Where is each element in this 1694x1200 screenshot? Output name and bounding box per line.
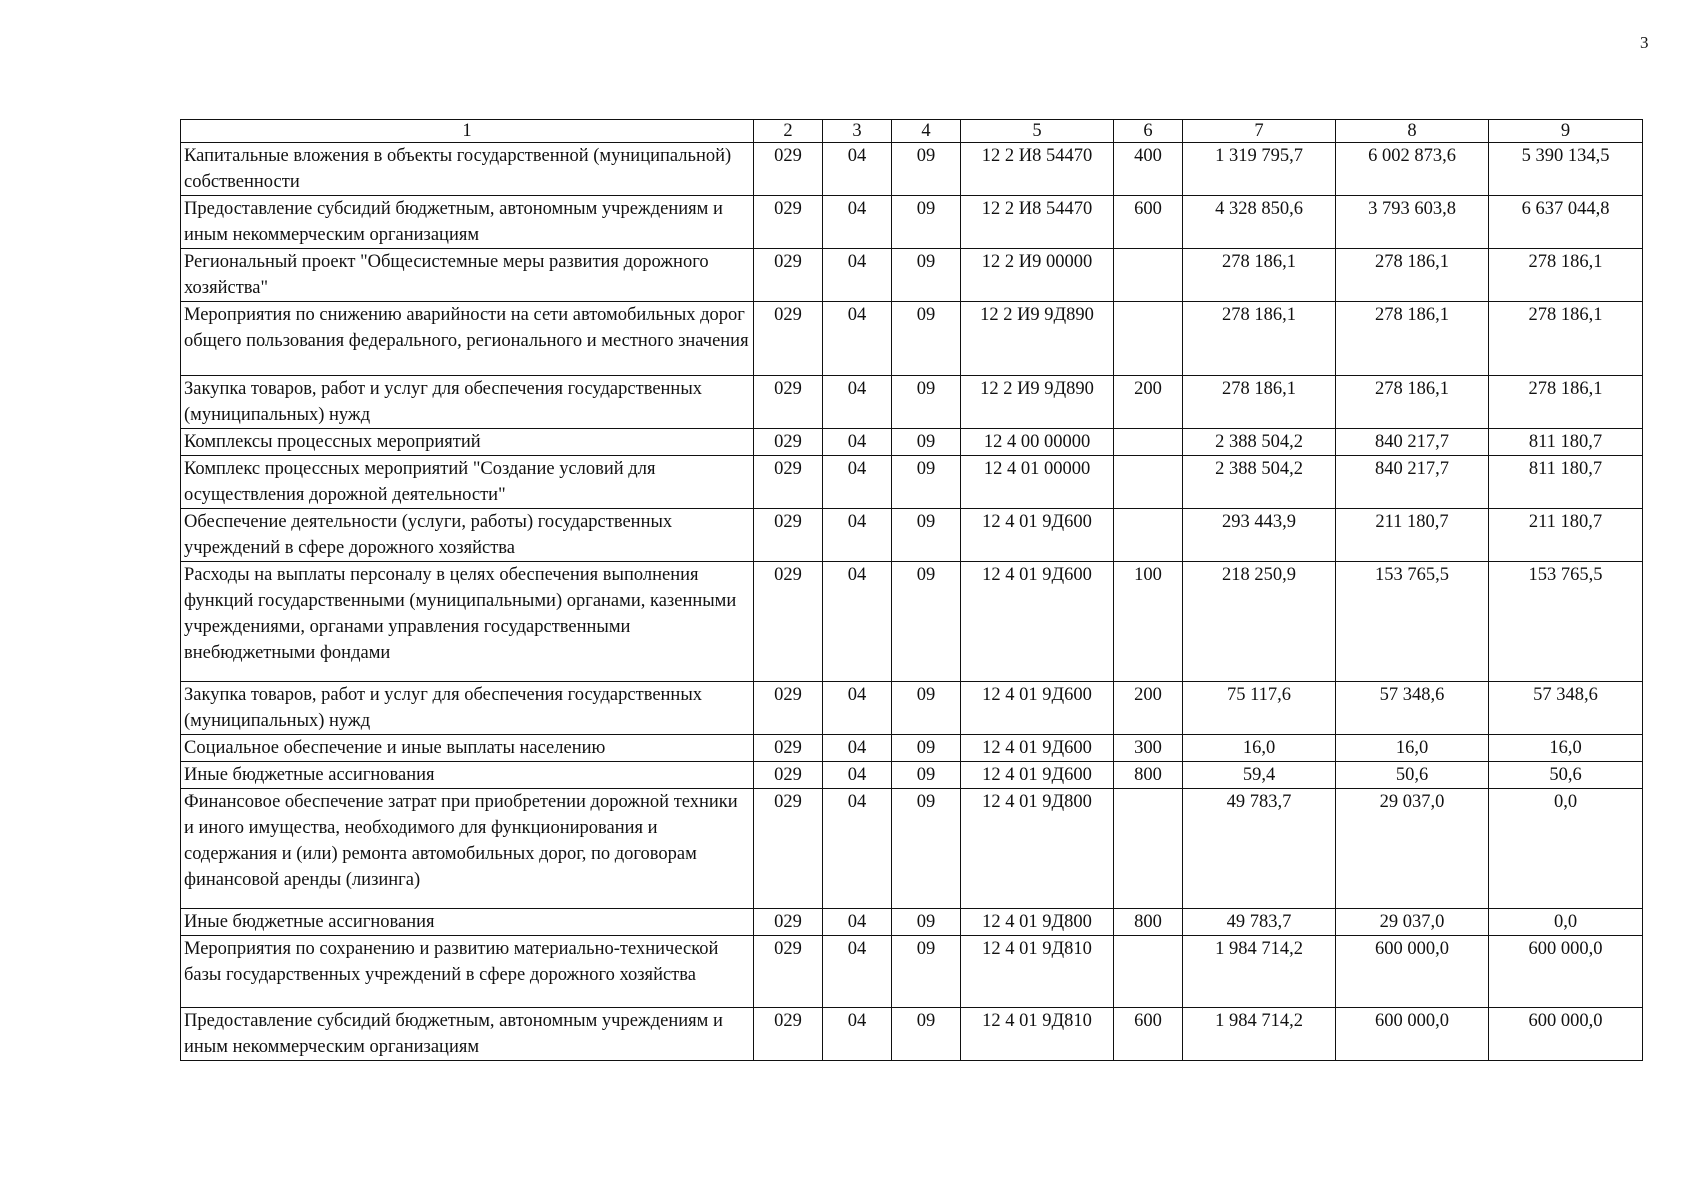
row-amount-year1-cell: 278 186,1 [1183, 249, 1336, 302]
row-amount-year1-cell: 49 783,7 [1183, 909, 1336, 936]
row-amount-year2-cell: 29 037,0 [1336, 789, 1489, 909]
row-name-cell: Мероприятия по снижению аварийности на сети автомобильных дорог общего пользования федерального, регионального и местного значения [181, 302, 754, 376]
row-subsection-cell: 09 [892, 509, 961, 562]
row-section-cell: 04 [823, 562, 892, 682]
row-amount-year2-cell: 840 217,7 [1336, 456, 1489, 509]
row-subsection-cell: 09 [892, 376, 961, 429]
row-expense-type-cell: 600 [1114, 196, 1183, 249]
row-target-article-cell: 12 4 01 9Д600 [961, 735, 1114, 762]
row-amount-year2-cell: 153 765,5 [1336, 562, 1489, 682]
table-row [181, 1008, 1643, 1061]
row-name-cell: Закупка товаров, работ и услуг для обеспечения государственных (муниципальных) нужд [181, 682, 754, 735]
row-name-cell: Иные бюджетные ассигнования [181, 909, 754, 936]
row-gov-code-cell: 029 [754, 936, 823, 1008]
row-expense-type-cell [1114, 429, 1183, 456]
row-section-cell: 04 [823, 249, 892, 302]
row-subsection-cell: 09 [892, 196, 961, 249]
row-gov-code-cell: 029 [754, 196, 823, 249]
row-section-cell: 04 [823, 376, 892, 429]
table-row [181, 909, 1643, 936]
row-name-cell: Закупка товаров, работ и услуг для обеспечения государственных (муниципальных) нужд [181, 376, 754, 429]
table-row [181, 735, 1643, 762]
row-target-article-cell: 12 4 01 9Д800 [961, 909, 1114, 936]
row-subsection-cell: 09 [892, 936, 961, 1008]
row-amount-year1-cell: 49 783,7 [1183, 789, 1336, 909]
row-target-article-cell: 12 2 И9 00000 [961, 249, 1114, 302]
table-row [181, 429, 1643, 456]
row-subsection-cell: 09 [892, 562, 961, 682]
row-target-article-cell: 12 4 01 9Д810 [961, 1008, 1114, 1061]
row-target-article-cell: 12 4 01 9Д600 [961, 762, 1114, 789]
row-amount-year3-cell: 6 637 044,8 [1489, 196, 1643, 249]
row-amount-year3-cell: 600 000,0 [1489, 936, 1643, 1008]
row-amount-year1-cell: 1 319 795,7 [1183, 143, 1336, 196]
table-row [181, 762, 1643, 789]
budget-table [180, 119, 1643, 1061]
table-row [181, 509, 1643, 562]
row-amount-year1-cell: 2 388 504,2 [1183, 429, 1336, 456]
row-expense-type-cell: 400 [1114, 143, 1183, 196]
table-row [181, 456, 1643, 509]
row-amount-year2-cell: 50,6 [1336, 762, 1489, 789]
row-name-cell: Предоставление субсидий бюджетным, автономным учреждениям и иным некоммерческим организациям [181, 1008, 754, 1061]
row-gov-code-cell: 029 [754, 143, 823, 196]
row-section-cell: 04 [823, 196, 892, 249]
header-cell-9: 9 [1489, 120, 1643, 143]
row-gov-code-cell: 029 [754, 249, 823, 302]
row-name-cell: Региональный проект "Общесистемные меры развития дорожного хозяйства" [181, 249, 754, 302]
row-subsection-cell: 09 [892, 249, 961, 302]
row-amount-year2-cell: 29 037,0 [1336, 909, 1489, 936]
header-cell-1: 1 [181, 120, 754, 143]
row-gov-code-cell: 029 [754, 909, 823, 936]
row-subsection-cell: 09 [892, 456, 961, 509]
row-amount-year3-cell: 153 765,5 [1489, 562, 1643, 682]
row-target-article-cell: 12 4 01 9Д810 [961, 936, 1114, 1008]
row-subsection-cell: 09 [892, 1008, 961, 1061]
row-target-article-cell: 12 4 01 9Д800 [961, 789, 1114, 909]
row-amount-year2-cell: 278 186,1 [1336, 249, 1489, 302]
row-name-cell: Мероприятия по сохранению и развитию материально-технической базы государственных учреждений в сфере дорожного хозяйства [181, 936, 754, 1008]
row-amount-year3-cell: 278 186,1 [1489, 249, 1643, 302]
row-amount-year2-cell: 600 000,0 [1336, 936, 1489, 1008]
row-amount-year2-cell: 840 217,7 [1336, 429, 1489, 456]
row-expense-type-cell: 200 [1114, 376, 1183, 429]
row-name-cell: Расходы на выплаты персоналу в целях обеспечения выполнения функций государственными (муниципальными) органами, казенными учреждениями, органами управления государственными внебюджетными фондами [181, 562, 754, 682]
row-gov-code-cell: 029 [754, 735, 823, 762]
row-amount-year1-cell: 16,0 [1183, 735, 1336, 762]
header-cell-5: 5 [961, 120, 1114, 143]
row-gov-code-cell: 029 [754, 682, 823, 735]
row-target-article-cell: 12 4 01 00000 [961, 456, 1114, 509]
row-section-cell: 04 [823, 1008, 892, 1061]
row-name-cell: Социальное обеспечение и иные выплаты населению [181, 735, 754, 762]
table-row [181, 196, 1643, 249]
row-subsection-cell: 09 [892, 302, 961, 376]
row-name-cell: Капитальные вложения в объекты государственной (муниципальной) собственности [181, 143, 754, 196]
page-number: 3 [1640, 33, 1649, 52]
row-name-cell: Финансовое обеспечение затрат при приобретении дорожной техники и иного имущества, необходимого для функционирования и содержания и (или) ремонта автомобильных дорог, по договорам финансовой аренды (лизинга) [181, 789, 754, 909]
table-row [181, 562, 1643, 682]
row-subsection-cell: 09 [892, 909, 961, 936]
row-amount-year1-cell: 278 186,1 [1183, 376, 1336, 429]
row-expense-type-cell [1114, 249, 1183, 302]
header-cell-7: 7 [1183, 120, 1336, 143]
row-subsection-cell: 09 [892, 789, 961, 909]
row-name-cell: Комплексы процессных мероприятий [181, 429, 754, 456]
row-target-article-cell: 12 2 И9 9Д890 [961, 302, 1114, 376]
table-row [181, 302, 1643, 376]
row-subsection-cell: 09 [892, 735, 961, 762]
row-amount-year3-cell: 600 000,0 [1489, 1008, 1643, 1061]
row-gov-code-cell: 029 [754, 302, 823, 376]
row-section-cell: 04 [823, 302, 892, 376]
table-row [181, 143, 1643, 196]
row-gov-code-cell: 029 [754, 1008, 823, 1061]
row-amount-year2-cell: 6 002 873,6 [1336, 143, 1489, 196]
row-target-article-cell: 12 2 И8 54470 [961, 143, 1114, 196]
row-gov-code-cell: 029 [754, 562, 823, 682]
row-expense-type-cell: 800 [1114, 909, 1183, 936]
row-section-cell: 04 [823, 429, 892, 456]
row-amount-year3-cell: 0,0 [1489, 789, 1643, 909]
row-amount-year3-cell: 5 390 134,5 [1489, 143, 1643, 196]
row-section-cell: 04 [823, 682, 892, 735]
row-amount-year2-cell: 211 180,7 [1336, 509, 1489, 562]
row-section-cell: 04 [823, 909, 892, 936]
row-expense-type-cell: 800 [1114, 762, 1183, 789]
table-row [181, 249, 1643, 302]
row-gov-code-cell: 029 [754, 429, 823, 456]
row-name-cell: Обеспечение деятельности (услуги, работы) государственных учреждений в сфере дорожного хозяйства [181, 509, 754, 562]
row-gov-code-cell: 029 [754, 376, 823, 429]
header-row [181, 120, 1643, 143]
table-row [181, 682, 1643, 735]
row-amount-year3-cell: 16,0 [1489, 735, 1643, 762]
row-section-cell: 04 [823, 456, 892, 509]
row-expense-type-cell [1114, 789, 1183, 909]
row-subsection-cell: 09 [892, 682, 961, 735]
row-amount-year1-cell: 4 328 850,6 [1183, 196, 1336, 249]
table-row [181, 789, 1643, 909]
row-expense-type-cell [1114, 936, 1183, 1008]
row-amount-year2-cell: 600 000,0 [1336, 1008, 1489, 1061]
row-name-cell: Иные бюджетные ассигнования [181, 762, 754, 789]
row-target-article-cell: 12 4 00 00000 [961, 429, 1114, 456]
row-amount-year1-cell: 59,4 [1183, 762, 1336, 789]
row-target-article-cell: 12 4 01 9Д600 [961, 682, 1114, 735]
row-amount-year3-cell: 278 186,1 [1489, 376, 1643, 429]
row-amount-year1-cell: 278 186,1 [1183, 302, 1336, 376]
row-section-cell: 04 [823, 936, 892, 1008]
row-amount-year2-cell: 3 793 603,8 [1336, 196, 1489, 249]
row-section-cell: 04 [823, 789, 892, 909]
row-gov-code-cell: 029 [754, 509, 823, 562]
row-amount-year3-cell: 57 348,6 [1489, 682, 1643, 735]
header-cell-8: 8 [1336, 120, 1489, 143]
row-target-article-cell: 12 2 И9 9Д890 [961, 376, 1114, 429]
row-amount-year1-cell: 1 984 714,2 [1183, 936, 1336, 1008]
row-section-cell: 04 [823, 509, 892, 562]
row-amount-year2-cell: 278 186,1 [1336, 376, 1489, 429]
row-gov-code-cell: 029 [754, 762, 823, 789]
row-subsection-cell: 09 [892, 429, 961, 456]
header-cell-3: 3 [823, 120, 892, 143]
row-amount-year1-cell: 1 984 714,2 [1183, 1008, 1336, 1061]
row-amount-year1-cell: 2 388 504,2 [1183, 456, 1336, 509]
header-cell-2: 2 [754, 120, 823, 143]
row-amount-year3-cell: 0,0 [1489, 909, 1643, 936]
row-section-cell: 04 [823, 762, 892, 789]
row-target-article-cell: 12 2 И8 54470 [961, 196, 1114, 249]
row-expense-type-cell: 200 [1114, 682, 1183, 735]
row-amount-year3-cell: 811 180,7 [1489, 429, 1643, 456]
table-row [181, 936, 1643, 1008]
row-expense-type-cell: 100 [1114, 562, 1183, 682]
row-amount-year2-cell: 57 348,6 [1336, 682, 1489, 735]
header-cell-6: 6 [1114, 120, 1183, 143]
row-amount-year2-cell: 16,0 [1336, 735, 1489, 762]
row-subsection-cell: 09 [892, 143, 961, 196]
row-amount-year3-cell: 50,6 [1489, 762, 1643, 789]
row-target-article-cell: 12 4 01 9Д600 [961, 509, 1114, 562]
row-amount-year3-cell: 211 180,7 [1489, 509, 1643, 562]
row-name-cell: Комплекс процессных мероприятий "Создание условий для осуществления дорожной деятельности" [181, 456, 754, 509]
header-cell-4: 4 [892, 120, 961, 143]
row-amount-year1-cell: 293 443,9 [1183, 509, 1336, 562]
row-section-cell: 04 [823, 735, 892, 762]
row-subsection-cell: 09 [892, 762, 961, 789]
row-amount-year1-cell: 75 117,6 [1183, 682, 1336, 735]
row-gov-code-cell: 029 [754, 789, 823, 909]
row-expense-type-cell: 600 [1114, 1008, 1183, 1061]
row-expense-type-cell: 300 [1114, 735, 1183, 762]
row-gov-code-cell: 029 [754, 456, 823, 509]
row-expense-type-cell [1114, 509, 1183, 562]
row-amount-year3-cell: 811 180,7 [1489, 456, 1643, 509]
row-target-article-cell: 12 4 01 9Д600 [961, 562, 1114, 682]
row-name-cell: Предоставление субсидий бюджетным, автономным учреждениям и иным некоммерческим организациям [181, 196, 754, 249]
table-row [181, 376, 1643, 429]
row-expense-type-cell [1114, 456, 1183, 509]
row-amount-year3-cell: 278 186,1 [1489, 302, 1643, 376]
row-expense-type-cell [1114, 302, 1183, 376]
row-amount-year1-cell: 218 250,9 [1183, 562, 1336, 682]
row-section-cell: 04 [823, 143, 892, 196]
row-amount-year2-cell: 278 186,1 [1336, 302, 1489, 376]
